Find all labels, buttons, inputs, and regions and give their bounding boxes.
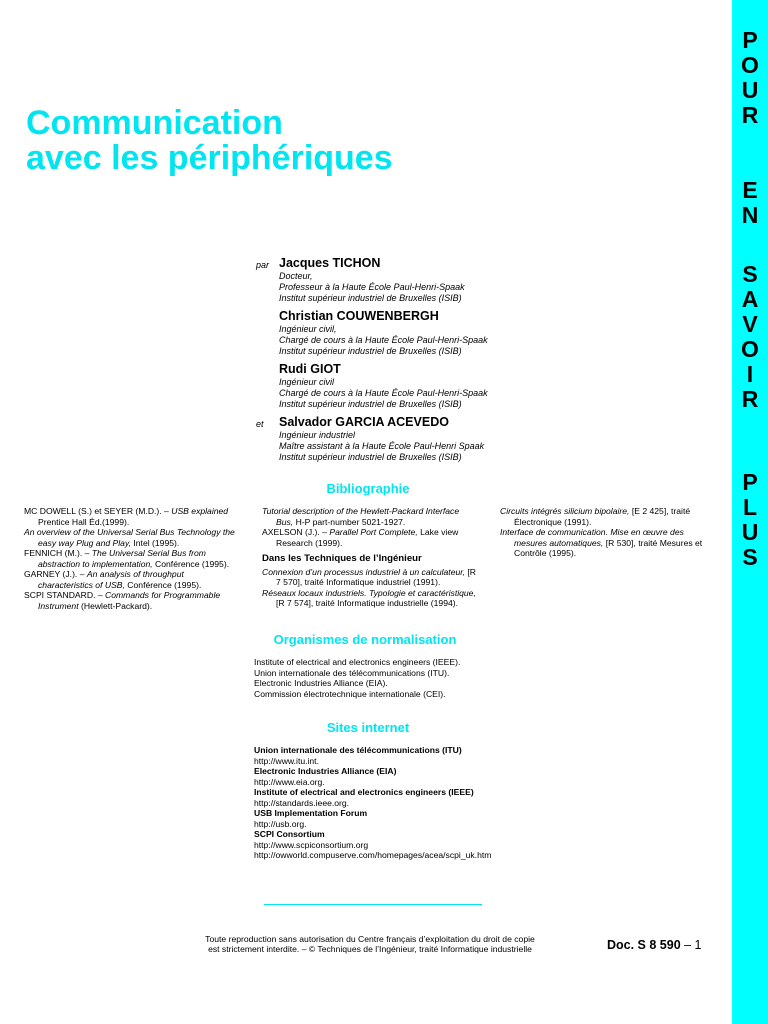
bib-title: Circuits intégrés silicium bipolaire,: [500, 506, 630, 516]
copyright-notice: [170, 935, 570, 954]
bib-title: Connexion d’un processus industriel à un calculateur,: [262, 566, 466, 577]
bibliography-entry: [500, 527, 714, 559]
sidebar-letter: V: [742, 311, 758, 337]
bib-details: H-P part-number 5021-1927.: [293, 516, 406, 527]
bib-author: FENNICH (M.). –: [24, 548, 92, 558]
sidebar-word-en: [732, 178, 768, 228]
sidebar-letter: N: [741, 202, 759, 228]
sidebar-letter: P: [742, 469, 758, 495]
author-block: [256, 415, 726, 463]
bib-title: Parallel Port Complete,: [329, 527, 418, 537]
author-name: Salvador GARCIA ACEVEDO: [279, 415, 449, 429]
bib-details: [R 7 570], traité Informatique industriel (1991).: [276, 566, 477, 587]
bibliography-column-2: [262, 506, 478, 609]
bibliography-entry: [262, 506, 478, 527]
site-url: http://usb.org.: [254, 818, 307, 829]
bibliography-entry: [24, 590, 240, 611]
bib-details: Lake view Research (1999).: [276, 527, 459, 548]
author-affiliation: Institut supérieur industriel de Bruxelles (ISIB): [279, 293, 462, 303]
doc-code: Doc. S 8 590: [607, 938, 681, 952]
sidebar-letter: U: [741, 519, 759, 545]
bib-title: Tutorial description of the Hewlett-Packard Interface Bus,: [262, 506, 460, 527]
author-name: Jacques TICHON: [279, 256, 381, 270]
site-url: http://owworld.compuserve.com/homepages/acea/scpi_uk.htm: [254, 850, 492, 860]
page-number: – 1: [680, 938, 702, 952]
bibliography-entry: [262, 567, 478, 588]
author-block: [256, 256, 726, 304]
site-url: http://www.eia.org.: [254, 776, 325, 787]
sidebar-letter: E: [742, 177, 758, 203]
bib-title: An analysis of throughput characteristics of USB,: [38, 569, 184, 590]
bib-details: Conférence (1995).: [124, 579, 202, 590]
sidebar-letter: R: [741, 386, 759, 412]
site-name: USB Implementation Forum: [254, 808, 368, 818]
title-line-2: avec les périphériques: [26, 139, 393, 177]
site-url: http://www.scpiconsortium.org: [254, 839, 369, 850]
sidebar-letter: I: [746, 361, 754, 387]
sidebar-letter: O: [741, 336, 759, 362]
sidebar-letter: L: [742, 494, 758, 520]
sites-list: [254, 745, 491, 861]
author-prefix: par: [256, 260, 270, 270]
bib-details: Conférence (1995).: [152, 558, 230, 569]
site-url: http://standards.ieee.org.: [254, 797, 350, 808]
author-prefix: et: [256, 419, 264, 429]
bibliography-column-1: [24, 506, 240, 611]
footer-rule: [264, 904, 482, 905]
sidebar-letter: A: [741, 286, 759, 312]
site-name: Electronic Industries Alliance (EIA): [254, 766, 397, 776]
site-name: Institute of electrical and electronics engineers (IEEE): [254, 787, 474, 797]
site-name: Union internationale des télécommunications (ITU): [254, 745, 462, 755]
author-list: [256, 256, 726, 468]
organisms-list: [254, 657, 460, 699]
bib-title: An overview of the Universal Serial Bus Technology the easy way Plug and Play,: [24, 527, 235, 548]
author-affiliation: Chargé de cours à la Haute École Paul-Henri-Spaak: [279, 388, 488, 398]
sites-heading: Sites internet: [326, 720, 410, 735]
sidebar-letter: S: [742, 261, 758, 287]
site-name: SCPI Consortium: [254, 829, 325, 839]
author-affiliation: Docteur,: [279, 271, 313, 281]
sidebar-letter: U: [741, 77, 759, 103]
copyright-line-1: Toute reproduction sans autorisation du Centre français d’exploitation du droit de copie: [205, 934, 535, 944]
sidebar-letter: S: [742, 544, 758, 570]
bibliography-entry: [24, 548, 240, 569]
author-affiliation: Ingénieur civil,: [279, 324, 337, 334]
author-affiliation: Professeur à la Haute École Paul-Henri-Spaak: [279, 282, 465, 292]
author-block: [256, 362, 726, 410]
bib-author: AXELSON (J.). –: [262, 527, 330, 537]
bibliography-column-3: [500, 506, 714, 559]
site-url: http://www.itu.int.: [254, 755, 319, 766]
bibliography-entry: [24, 506, 240, 527]
bib-title: USB explained: [171, 506, 229, 516]
document-reference: [607, 938, 702, 952]
author-affiliation: Institut supérieur industriel de Bruxelles (ISIB): [279, 346, 462, 356]
author-name: Christian COUWENBERGH: [279, 309, 439, 323]
author-name: Rudi GIOT: [279, 362, 341, 376]
sidebar-letter: O: [741, 52, 759, 78]
bib-details: Intel (1995).: [131, 537, 180, 548]
bib-title: Interface de communication. Mise en œuvre des mesures automatiques,: [500, 527, 684, 548]
bibliography-entry: [262, 588, 478, 609]
bib-author: SCPI STANDARD. –: [24, 590, 106, 600]
bib-details: (Hewlett-Packard).: [78, 600, 153, 611]
bib-author: MC DOWELL (S.) et SEYER (M.D.). –: [24, 506, 172, 516]
bib-details: [R 7 574], traité Informatique industrielle (1994).: [276, 598, 458, 608]
organisms-heading: Organismes de normalisation: [273, 632, 457, 647]
bib-title: Commands for Programmable Instrument: [38, 590, 221, 611]
sidebar-word-plus: [732, 470, 768, 570]
author-affiliation: Ingénieur civil: [279, 377, 335, 387]
bibliography-entry: [500, 506, 714, 527]
techniques-ingenieur-heading: Dans les Techniques de l’Ingénieur: [262, 553, 422, 564]
author-affiliation: Maître assistant à la Haute École Paul-Henri Spaak: [279, 441, 485, 451]
sidebar-band: [732, 0, 768, 1024]
copyright-line-2: est strictement interdite. – © Techniques de l’Ingénieur, traité Informatique industrielle: [208, 943, 532, 954]
bibliography-entry: [24, 569, 240, 590]
bibliography-entry: [262, 527, 478, 548]
bib-details: Prentice Hall Éd.(1999).: [38, 516, 130, 527]
bib-title: The Universal Serial Bus from abstraction to implementation,: [38, 548, 206, 569]
bibliography-heading: Bibliographie: [326, 481, 410, 496]
sidebar-word-savoir: [732, 262, 768, 412]
bib-details: [E 2 425], traité Électronique (1991).: [514, 506, 691, 527]
title-line-1: Communication: [26, 104, 283, 142]
organism-item: Union internationale des télécommunications (ITU).: [254, 667, 450, 678]
bibliography-entry: [24, 527, 240, 548]
page-title: [26, 106, 393, 176]
bib-author: GARNEY (J.). –: [24, 569, 87, 579]
bib-details: [R 530], traité Mesures et Contrôle (1995).: [514, 537, 703, 558]
bib-title: Réseaux locaux industriels. Typologie et caractéristique,: [262, 587, 476, 598]
organism-item: Commission électrotechnique internationale (CEI).: [254, 688, 446, 699]
author-affiliation: Ingénieur industriel: [279, 430, 356, 440]
author-affiliation: Institut supérieur industriel de Bruxelles (ISIB): [279, 452, 462, 462]
author-affiliation: Chargé de cours à la Haute École Paul-Henri-Spaak: [279, 335, 488, 345]
sidebar-word-pour: [732, 28, 768, 128]
organism-item: Institute of electrical and electronics engineers (IEEE).: [254, 657, 461, 667]
author-affiliation: Institut supérieur industriel de Bruxelles (ISIB): [279, 399, 462, 409]
sidebar-letter: P: [742, 27, 758, 53]
organism-item: Electronic Industries Alliance (EIA).: [254, 678, 388, 688]
sidebar-letter: R: [741, 102, 759, 128]
author-block: [256, 309, 726, 357]
